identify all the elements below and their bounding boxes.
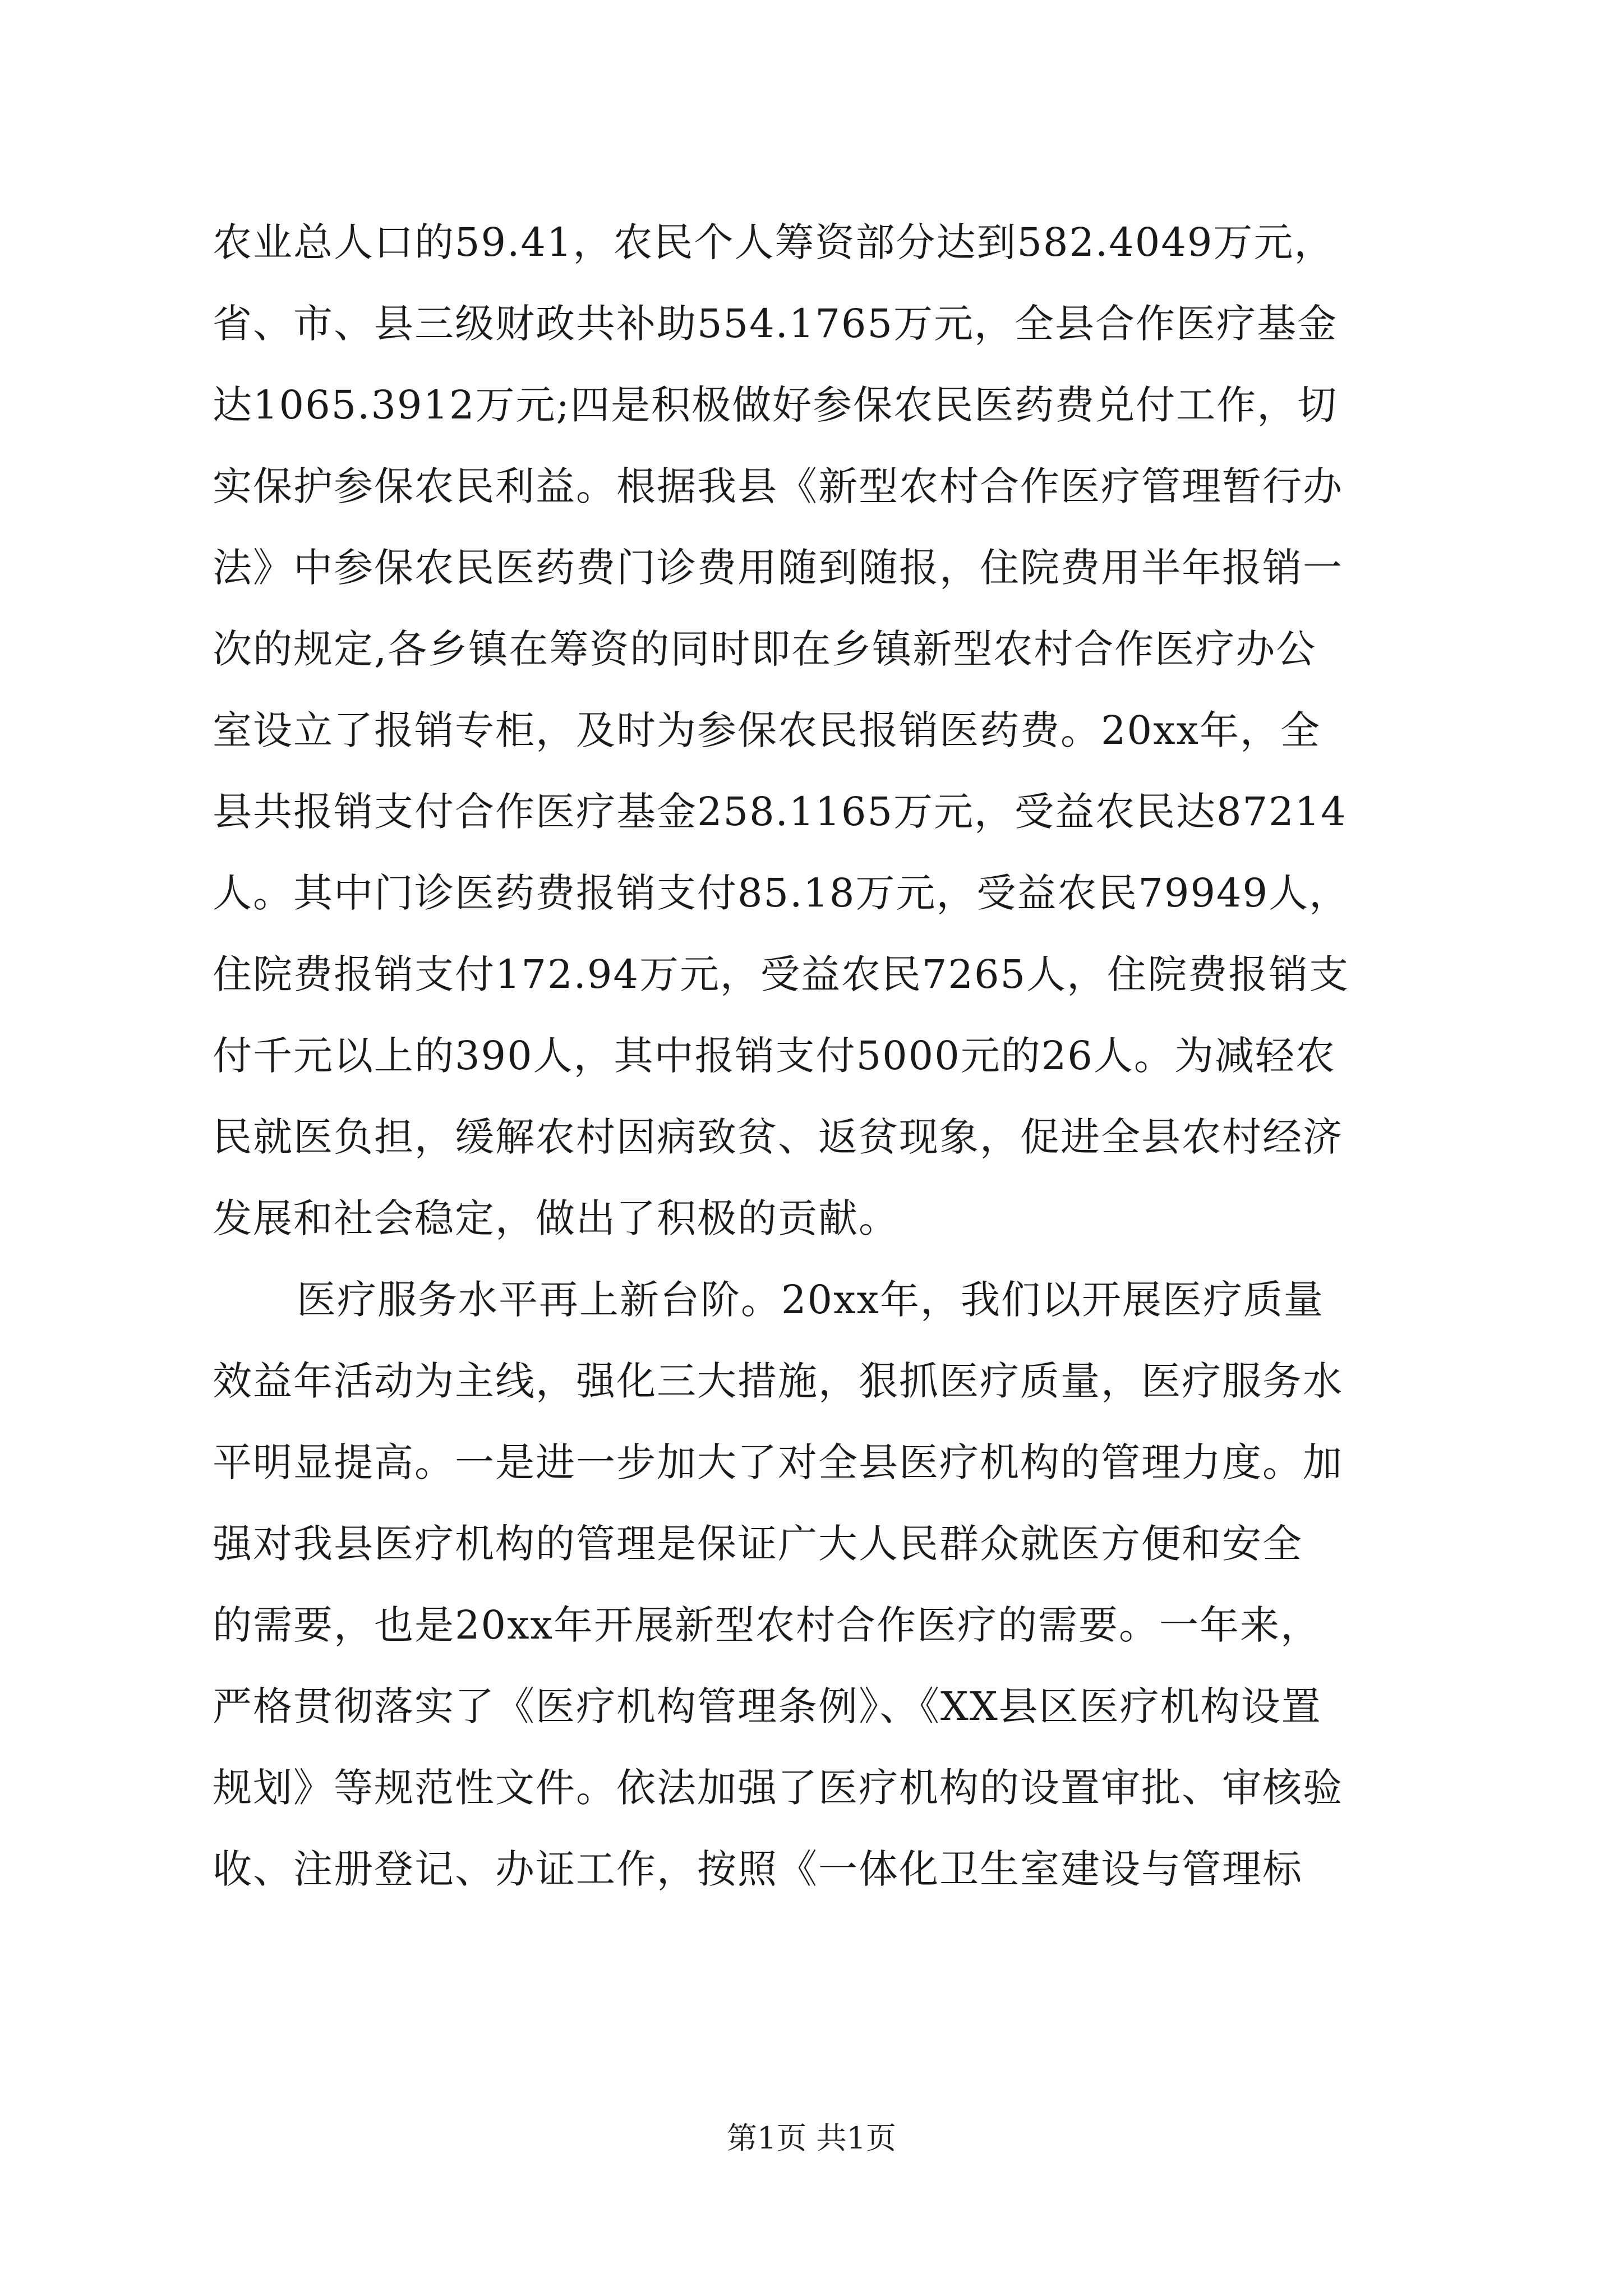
text-line-21: 收、注册登记、办证工作，按照《一体化卫生室建设与管理标 (213, 1846, 1303, 1892)
text-line-11: 付千元以上的390人，其中报销支付5000元的26人。为减轻农 (213, 1033, 1336, 1079)
text-line-5: 法》中参保农民医药费门诊费用随到随报，住院费用半年报销一 (213, 545, 1343, 591)
text-line-2: 省、市、县三级财政共补助554.1765万元，全县合作医疗基金 (213, 301, 1338, 347)
text-line-16: 平明显提高。一是进一步加大了对全县医疗机构的管理力度。加 (213, 1439, 1343, 1485)
text-line-12: 民就医负担，缓解农村因病致贫、返贫现象，促进全县农村经济 (213, 1114, 1343, 1160)
text-line-20: 规划》等规范性文件。依法加强了医疗机构的设置审批、审核验 (213, 1765, 1343, 1811)
text-line-6: 次的规定,各乡镇在筹资的同时即在乡镇新型农村合作医疗办公 (213, 626, 1317, 672)
text-line-1: 农业总人口的59.41，农民个人筹资部分达到582.4049万元， (213, 219, 1335, 265)
text-line-15: 效益年活动为主线，强化三大措施，狠抓医疗质量，医疗服务水 (213, 1358, 1343, 1404)
text-line-18: 的需要，也是20xx年开展新型农村合作医疗的需要。一年来， (213, 1602, 1321, 1648)
text-line-3: 达1065.3912万元;四是积极做好参保农民医药费兑付工作，切 (213, 382, 1338, 428)
text-line-17: 强对我县医疗机构的管理是保证广大人民群众就医方便和安全 (213, 1521, 1303, 1567)
text-line-7: 室设立了报销专柜，及时为参保农民报销医药费。20xx年，全 (213, 707, 1321, 753)
page-footer: 第1页 共1页 (727, 2120, 896, 2156)
text-line-4: 实保护参保农民利益。根据我县《新型农村合作医疗管理暂行办 (213, 463, 1343, 509)
text-line-19: 严格贯彻落实了《医疗机构管理条例》、《XX县区医疗机构设置 (213, 1683, 1322, 1729)
document-body (213, 202, 1413, 1910)
text-line-14: 医疗服务水平再上新台阶。20xx年，我们以开展医疗质量 (297, 1277, 1325, 1323)
text-line-13: 发展和社会稳定，做出了积极的贡献。 (213, 1195, 899, 1241)
text-line-9: 人。其中门诊医药费报销支付85.18万元，受益农民79949人， (213, 870, 1350, 916)
text-line-10: 住院费报销支付172.94万元，受益农民7265人，住院费报销支 (213, 951, 1350, 997)
text-line-8: 县共报销支付合作医疗基金258.1165万元，受益农民达87214 (213, 789, 1347, 835)
